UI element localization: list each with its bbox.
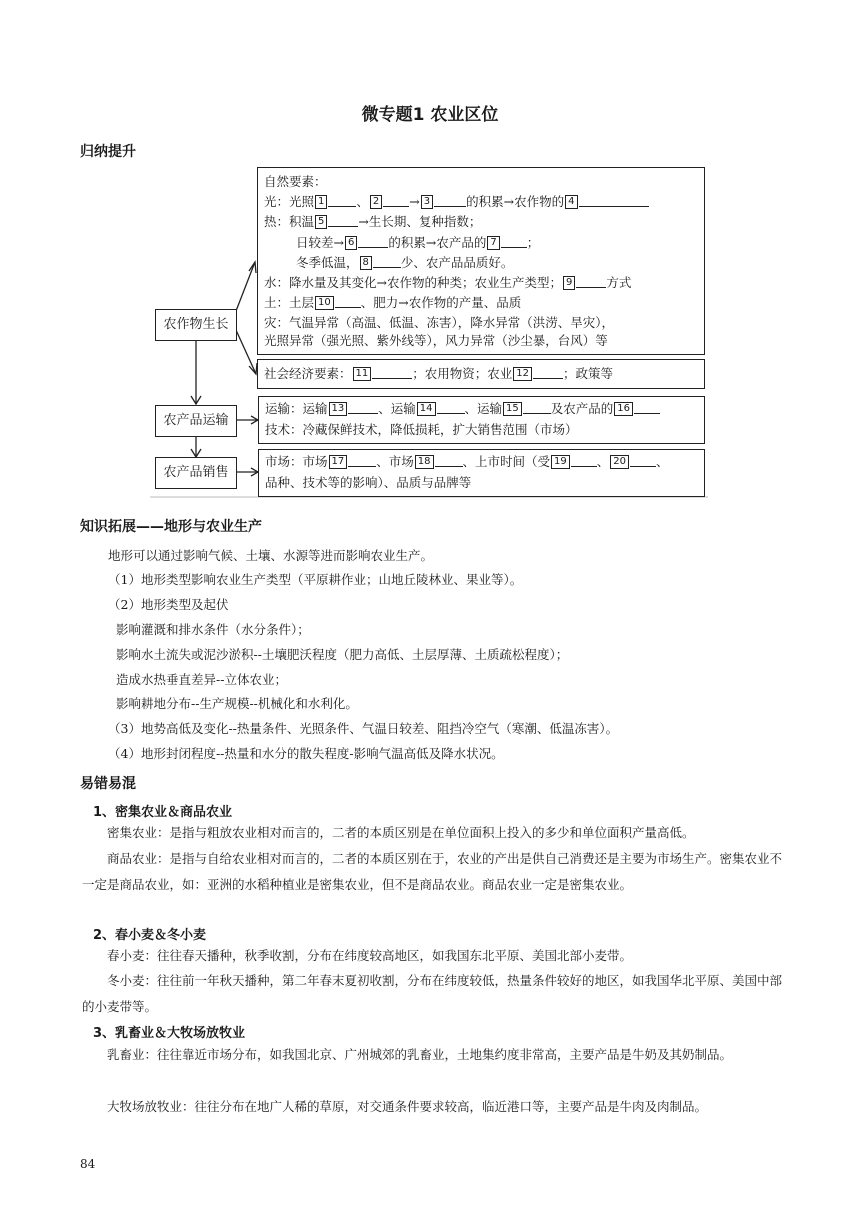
blank-number-4: 4 bbox=[565, 195, 577, 209]
section-heading-confusables: 易错易混 bbox=[80, 776, 136, 792]
confusable-heading-3: 3、乳畜业＆大牧场放牧业 bbox=[93, 1026, 246, 1041]
extension-line-7: （3）地势高低及变化--热量条件、光照条件、气温日较差、阻挡冷空气（寒潮、低温冻害）。 bbox=[108, 721, 619, 736]
confusable-3-para-2: 大牧场放牧业：往往分布在地广人稀的草原，对交通条件要求较高，临近港口等，主要产品是牛肉及肉制品。 bbox=[107, 1099, 708, 1114]
market-line-2: 品种、技术等的影响）、品质与品牌等 bbox=[265, 475, 472, 490]
soil-line: 土：土层 10 、肥力→农作物的产量、品质 bbox=[264, 295, 522, 310]
blank-number-6: 6 bbox=[345, 236, 357, 250]
blank-number-2: 2 bbox=[370, 195, 382, 209]
section-heading-extension: 知识拓展——地形与农业生产 bbox=[80, 519, 262, 535]
disaster-line-2: 光照异常（强光照、紫外线等），风力异常（沙尘暴，台风）等 bbox=[264, 333, 608, 348]
social-line: 社会经济要素： 11 ；农用物资；农业 12 ；政策等 bbox=[264, 366, 614, 381]
blank-number-1: 1 bbox=[315, 195, 327, 209]
extension-line-4: 影响水土流失或泥沙淤积--土壤肥沃程度（肥力高低、土层厚薄、土质疏松程度）； bbox=[116, 647, 569, 662]
blank-number-20: 20 bbox=[610, 455, 629, 469]
disaster-line-1: 灾：气温异常（高温、低温、冻害），降水异常（洪涝、旱灾）， bbox=[264, 315, 615, 330]
blank-number-12: 12 bbox=[513, 367, 532, 381]
section-heading-summary: 归纳提升 bbox=[80, 144, 136, 160]
market-line-1: 市场：市场 17 、市场 18 、上市时间（受 19 、 20 、 bbox=[265, 454, 669, 469]
heat-line-1: 热：积温 5 →生长期、复种指数； bbox=[264, 214, 482, 229]
extension-line-6: 影响耕地分布--生产规模--机械化和水利化。 bbox=[116, 696, 358, 711]
node-crop-growth: 农作物生长 bbox=[155, 309, 237, 341]
blank-number-15: 15 bbox=[503, 402, 522, 416]
node-product-transport: 农产品运输 bbox=[155, 405, 237, 437]
blank-number-3: 3 bbox=[421, 195, 433, 209]
blank-number-13: 13 bbox=[329, 402, 348, 416]
extension-line-1: （1）地形类型影响农业生产类型（平原耕作业；山地丘陵林业、果业等）。 bbox=[108, 572, 523, 587]
confusable-2-para-1: 春小麦：往往春天播种，秋季收割，分布在纬度较高地区，如我国东北平原、美国北部小麦带。 bbox=[107, 948, 633, 963]
blank-number-17: 17 bbox=[329, 455, 348, 469]
blank-number-19: 19 bbox=[551, 455, 570, 469]
extension-line-8: （4）地形封闭程度--热量和水分的散失程度-影响气温高低及降水状况。 bbox=[108, 746, 504, 761]
confusable-heading-1: 1、密集农业＆商品农业 bbox=[93, 805, 233, 820]
node-product-sales: 农产品销售 bbox=[155, 457, 237, 489]
social-factors-box bbox=[257, 359, 705, 389]
light-line: 光：光照 1 、 2 → 3 的积累→农作物的 4 bbox=[264, 191, 649, 213]
natural-header: 自然要素： bbox=[264, 174, 327, 189]
agriculture-location-diagram bbox=[0, 0, 860, 500]
page-number: 84 bbox=[80, 1157, 96, 1171]
confusable-2-para-2: 冬小麦：往往前一年秋天播种，第二年春末夏初收割，分布在纬度较低，热量条件较好的地区，如我国华北平原、美国中部的小麦带等。 bbox=[82, 973, 783, 1014]
transport-line-1: 运输：运输 13 、运输 14 、运输 15 及农产品的 16 bbox=[265, 398, 660, 420]
blank-number-8: 8 bbox=[360, 256, 372, 270]
market-box bbox=[258, 449, 705, 497]
confusable-heading-2: 2、春小麦＆冬小麦 bbox=[93, 928, 207, 943]
page-title: 微专题1 农业区位 bbox=[361, 105, 499, 125]
confusable-3-para-1: 乳畜业：往往靠近市场分布，如我国北京、广州城郊的乳畜业，土地集约度非常高，主要产品是牛奶及其奶制品。 bbox=[107, 1047, 733, 1062]
extension-line-0: 地形可以通过影响气候、土壤、水源等进而影响农业生产。 bbox=[108, 548, 434, 563]
extension-line-5: 造成水热垂直差异--立体农业； bbox=[116, 672, 287, 687]
water-line: 水：降水量及其变化→农作物的种类；农业生产类型； 9 方式 bbox=[264, 275, 632, 290]
transport-box bbox=[258, 396, 705, 444]
blank-number-9: 9 bbox=[563, 276, 575, 290]
blank-number-5: 5 bbox=[315, 215, 327, 229]
blank-number-14: 14 bbox=[417, 402, 436, 416]
heat-line-3: 冬季低温， 8 少、农产品品质好。 bbox=[296, 255, 514, 270]
extension-line-3: 影响灌溉和排水条件（水分条件）； bbox=[116, 622, 310, 637]
blank-number-18: 18 bbox=[415, 455, 434, 469]
blank-number-11: 11 bbox=[353, 367, 372, 381]
blank-number-16: 16 bbox=[614, 402, 633, 416]
blank-number-10: 10 bbox=[315, 296, 334, 310]
transport-line-2: 技术：冷藏保鲜技术，降低损耗，扩大销售范围（市场） bbox=[265, 422, 578, 437]
heat-line-2: 日较差→ 6 的积累→农产品的 7 ； bbox=[296, 235, 540, 250]
confusable-1-para-2: 商品农业：是指与自给农业相对而言的，二者的本质区别在于，农业的产出是供自己消费还是主要为市场生产。密集农业不一定是商品农业，如：亚洲的水稻种植业是密集农业，但不是商品农业。商品农业一定是密集农业。 bbox=[82, 851, 783, 892]
natural-factors-box bbox=[257, 167, 705, 355]
blank-number-7: 7 bbox=[487, 236, 499, 250]
confusable-1-para-1: 密集农业：是指与粗放农业相对而言的，二者的本质区别是在单位面积上投入的多少和单位面积产量高低。 bbox=[107, 825, 695, 840]
extension-line-2: （2）地形类型及起伏 bbox=[108, 597, 229, 612]
